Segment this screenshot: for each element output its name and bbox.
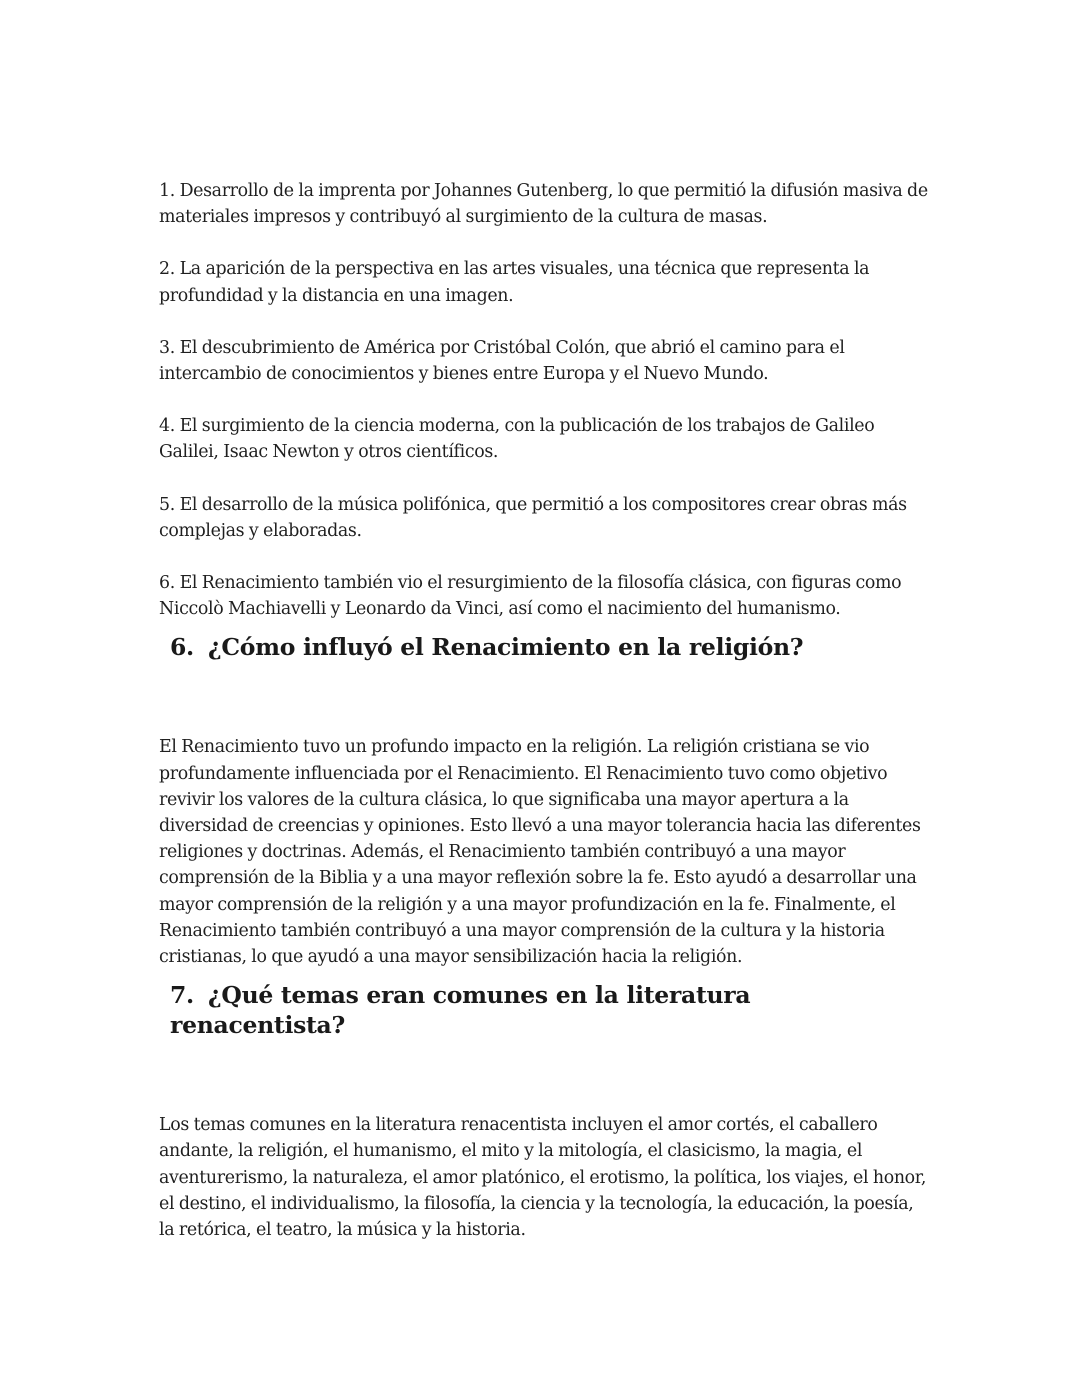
section-6-number: 6. <box>170 633 194 662</box>
list-item: 4. El surgimiento de la ciencia moderna, con la publicación de los trabajos de Galileo Galilei, Isaac Newton y otros científicos. <box>159 416 875 463</box>
list-item: 3. El descubrimiento de América por Cristóbal Colón, que abrió el camino para el intercambio de conocimientos y bienes entre Europa y el Nuevo Mundo. <box>159 337 845 385</box>
section-6-body: El Renacimiento tuvo un profundo impacto en la religión. La religión cristiana se vio profundamente influenciada por el Renacimiento. El Renacimiento tuvo como objetivo revivir los valores de la cultura clásica, lo que significaba una mayor apertura a la diversidad de creencias y opiniones. Esto llevó a una mayor tolerancia hacia las diferentes religiones y doctrinas. Además, el Renacimiento también contribuyó a una mayor comprensión de la Biblia y a una mayor reflexión sobre la fe. Esto ayudó a desarrollar una mayor comprensión de la religión y a una mayor profundización en la fe. Finalmente, el Renacimiento también contribuyó a una mayor comprensión de la cultura y la historia cristianas, lo que ayudó a una mayor sensibilización hacia la religión. <box>159 737 921 968</box>
list-item: 5. El desarrollo de la música polifónica, que permitió a los compositores crear obras más complejas y elaboradas. <box>159 494 907 541</box>
section-6-title: ¿Cómo influyó el Renacimiento en la religión? <box>207 633 804 662</box>
list-item: 6. El Renacimiento también vio el resurgimiento de la filosofía clásica, con figuras como Niccolò Machiavelli y Leonardo da Vinci, así como el nacimiento del humanismo. <box>159 573 902 620</box>
document-page <box>159 178 929 1243</box>
section-6-heading <box>159 632 929 662</box>
section-7-number: 7. <box>170 981 194 1010</box>
section-7-title: ¿Qué temas eran comunes en la literatura renacentista? <box>170 981 751 1040</box>
list-item: 2. La aparición de la perspectiva en las artes visuales, una técnica que representa la profundidad y la distancia en una imagen. <box>159 259 870 306</box>
list-item: 1. Desarrollo de la imprenta por Johannes Gutenberg, lo que permitió la difusión masiva de materiales impresos y contribuyó al surgimiento de la cultura de masas. <box>159 181 928 228</box>
section-7-body: Los temas comunes en la literatura renacentista incluyen el amor cortés, el caballero andante, la religión, el humanismo, el mito y la mitología, el clasicismo, la magia, el aventurerismo, la naturaleza, el amor platónico, el erotismo, la política, los viajes, el honor, el destino, el individualismo, la filosofía, la ciencia y la tecnología, la educación, la poesía, la retórica, el teatro, la música y la historia. <box>159 1115 927 1241</box>
section-7-heading <box>159 980 929 1040</box>
